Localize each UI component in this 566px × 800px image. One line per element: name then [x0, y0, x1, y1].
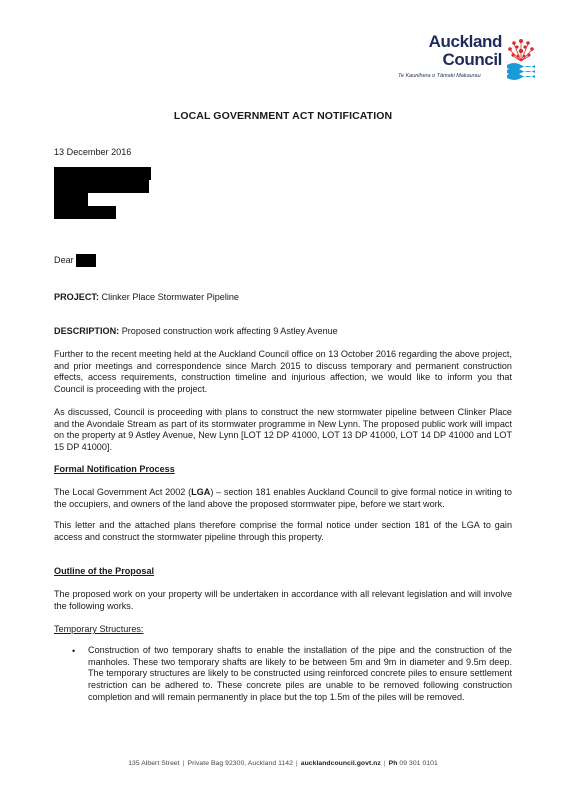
- auckland-council-logo: [398, 33, 538, 85]
- footer-bag: Private Bag 92300, Auckland 1142: [187, 760, 293, 767]
- lga-abbrev: LGA: [191, 487, 211, 497]
- discussed-paragraph: As discussed, Council is proceeding with plans to construct the new stormwater pipeline between Clinker Place and the Avondale Stream as part of its stormwater programme in New Lynn. The proposed public work will impact on the property at 9 Astley Avenue, New Lynn [LOT 12 DP 41000, LOT 13 DP 41000, LOT 14 DP 41000 and LOT 15 DP 41000].: [54, 407, 512, 452]
- letter-date: 13 December 2016: [54, 147, 132, 157]
- footer-separator: |: [383, 760, 386, 767]
- footer-phone-label: Ph: [388, 760, 398, 767]
- project-text: Clinker Place Stormwater Pipeline: [98, 292, 239, 302]
- salutation-text: Dear: [54, 255, 74, 265]
- temporary-structures-heading: Temporary Structures:: [54, 624, 144, 634]
- footer-website-link[interactable]: aucklandcouncil.govt.nz: [300, 760, 381, 767]
- letter-footer: [0, 760, 566, 767]
- proposed-work-paragraph: The proposed work on your property will be undertaken in accordance with all relevant legislation and will involve the following works.: [54, 589, 512, 611]
- logo-line-1: Auckland: [428, 32, 502, 51]
- description-line: [54, 326, 512, 338]
- logo-line-2: Council: [442, 50, 502, 69]
- description-text: Proposed construction work affecting 9 Astley Avenue: [119, 326, 338, 336]
- bullet-glyph: •: [72, 646, 76, 656]
- lga-paragraph: [54, 487, 512, 510]
- formal-notification-heading: Formal Notification Process: [54, 464, 175, 474]
- footer-separator: |: [182, 760, 185, 767]
- project-label: PROJECT:: [54, 292, 99, 302]
- lga-text-before: The Local Government Act 2002 (: [54, 487, 192, 497]
- footer-phone: 09 301 0101: [399, 760, 438, 767]
- description-label: DESCRIPTION:: [54, 326, 120, 336]
- redacted-address-line-3: [54, 193, 88, 206]
- footer-address: 135 Albert Street: [128, 760, 180, 767]
- outline-heading: Outline of the Proposal: [54, 566, 155, 576]
- redacted-address-line-2: [54, 180, 149, 193]
- lga-text-after: ) – section 181 enables Auckland Council to give formal notice in writing to the occupiers, and owners of the land above the proposed stormwater pipe, before we start work.: [54, 487, 512, 509]
- pohutukawa-flower-icon: [505, 35, 537, 81]
- salutation: [54, 255, 512, 267]
- document-title: LOCAL GOVERNMENT ACT NOTIFICATION: [173, 110, 393, 122]
- footer-separator: |: [295, 760, 298, 767]
- redacted-recipient-name: [76, 254, 96, 267]
- bullet-item-shafts: Construction of two temporary shafts to enable the installation of the pipe and the construction of the manholes. These two temporary shafts are likely to be between 5m and 9m in diameter and 9.5m deep. The temporary structures are likely to be constructed using reinforced concrete piles to ensure settlement restriction can be adhered to. These concrete piles are unable to be removed following construction completion and will remain permanently in place but the top 1.5m of the piles will be removed.: [88, 645, 512, 702]
- project-line: [54, 292, 512, 304]
- redacted-address-line-4: [54, 206, 116, 219]
- logo-wordmark: [398, 33, 502, 69]
- formal-notice-paragraph: This letter and the attached plans therefore comprise the formal notice under section 181 of the LGA to gain access and construct the stormwater pipeline through this property.: [54, 520, 512, 542]
- logo-subtitle: Te Kaunihera o Tāmaki Makaurau: [398, 73, 481, 79]
- redacted-address-line-1: [54, 167, 151, 180]
- intro-paragraph: Further to the recent meeting held at the Auckland Council office on 13 October 2016 regarding the above project, and prior meetings and correspondence since March 2015 to discuss temporary and permanent construction effects, access requirements, construction timeline and injurious affection, we would like to inform you that Council is proceeding with the project.: [54, 349, 512, 394]
